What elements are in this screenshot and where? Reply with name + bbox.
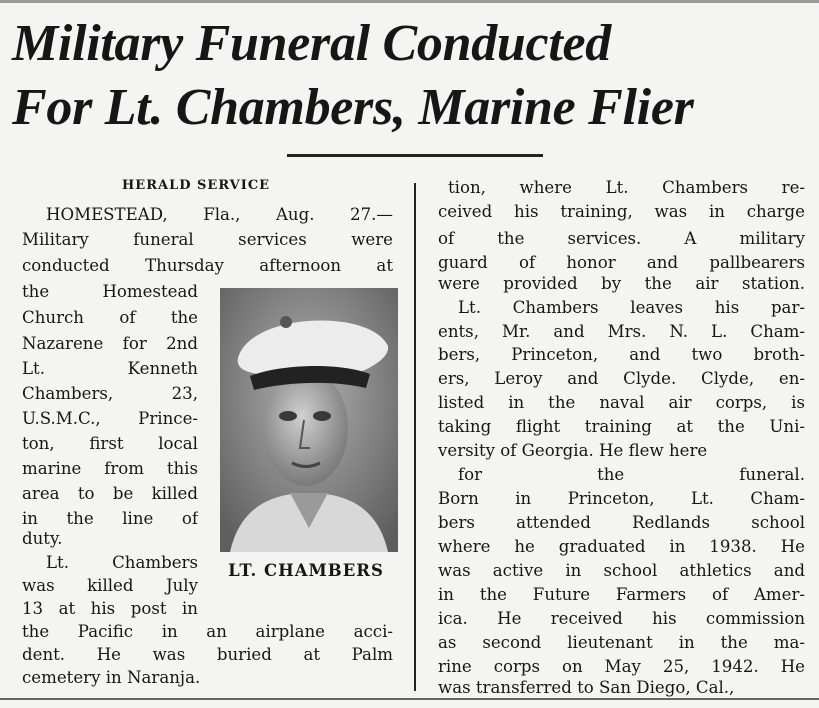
article-line: ica. He received his commission [438,609,805,628]
article-line: for the funeral. [458,465,805,484]
article-line: where he graduated in 1938. He [438,537,805,556]
article-line: HOMESTEAD, Fla., Aug. 27.— [46,205,393,224]
article-line: as second lieutenant in the ma- [438,633,805,652]
article-line: guard of honor and pallbearers [438,253,805,272]
article-line: was killed July [22,576,198,595]
bottom-border [0,698,819,700]
article-line: area to be killed [22,484,198,503]
article-line: marine from this [22,459,198,478]
article-line: Military funeral services were [22,230,393,249]
article-line: the Homestead [22,282,198,301]
article-line: taking flight training at the Uni- [438,417,805,436]
article-line: the Pacific in an airplane acci- [22,622,393,641]
article-line: ton, first local [22,434,198,453]
article-line: duty. [22,529,63,548]
article-line: of the services. A military [438,229,805,248]
article-line: Lt. Kenneth [22,359,198,378]
photo-caption: LT. CHAMBERS [228,561,384,580]
article-line: were provided by the air station. [438,274,805,293]
article-line: conducted Thursday afternoon at [22,256,393,275]
article-line: ents, Mr. and Mrs. N. L. Cham- [438,322,805,341]
byline: HERALD SERVICE [122,178,271,193]
article-line: Born in Princeton, Lt. Cham- [438,489,805,508]
article-line: Church of the [22,308,198,327]
article-line: dent. He was buried at Palm [22,645,393,664]
article-line: Chambers, 23, [22,384,198,403]
article-line: in the Future Farmers of Amer- [438,585,805,604]
headline-line-2: For Lt. Chambers, Marine Flier [12,79,694,136]
article-line: ers, Leroy and Clyde. Clyde, en- [438,369,805,388]
article-line: Nazarene for 2nd [22,334,198,353]
article-line: Lt. Chambers leaves his par- [458,298,805,317]
article-line: was active in school athletics and [438,561,805,580]
portrait-photo [220,288,398,552]
article-line: versity of Georgia. He flew here [438,441,708,460]
article-line: ceived his training, was in charge [438,202,805,221]
article-line: in the line of [22,509,198,528]
article-line: tion, where Lt. Chambers re- [448,178,805,197]
headline-rule [287,154,543,157]
article-line: cemetery in Naranja. [22,668,201,687]
headline-line-1: Military Funeral Conducted [12,15,611,72]
article-line: Lt. Chambers [46,553,198,572]
top-border [0,0,819,3]
article-line: was transferred to San Diego, Cal., [438,678,735,697]
article-line: bers attended Redlands school [438,513,805,532]
article-line: 13 at his post in [22,599,198,618]
article-line: rine corps on May 25, 1942. He [438,657,805,676]
article-line: bers, Princeton, and two broth- [438,345,805,364]
article-line: listed in the naval air corps, is [438,393,805,412]
article-line: U.S.M.C., Prince- [22,409,198,428]
column-divider [414,183,416,691]
